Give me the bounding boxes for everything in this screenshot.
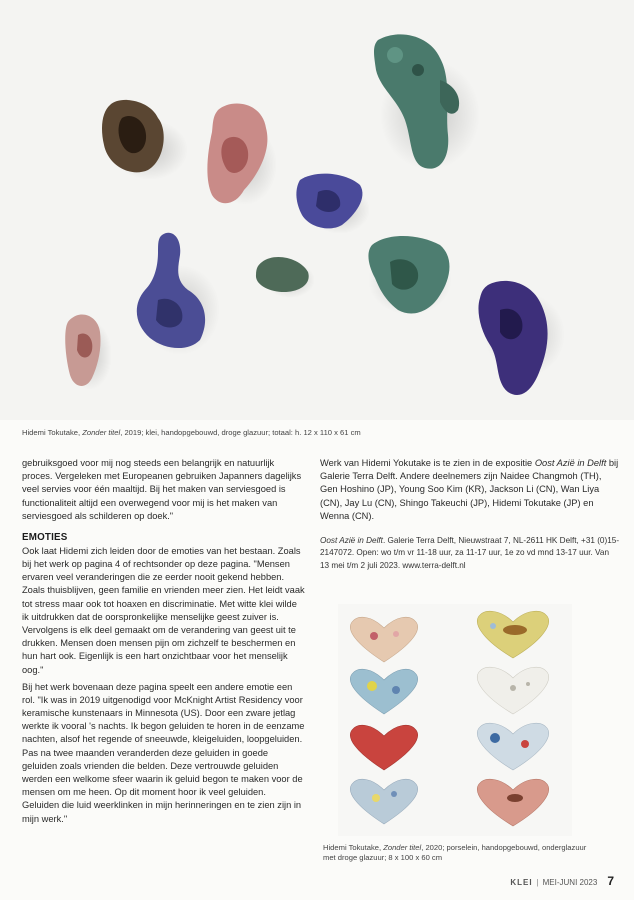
exhibition-title: Oost Azië in Delft <box>534 458 607 468</box>
page-footer <box>510 874 614 888</box>
caption-artist: Hidemi Tokutake, <box>22 428 83 437</box>
hearts-caption-details: , 2020; porselein, handopgebouwd, onderglazuur met droge glazuur; 8 x 100 x 60 cm <box>323 843 587 862</box>
green-sculpture-small <box>256 257 309 292</box>
exhibition-info-details: . Galerie Terra Delft, Nieuwstraat 7, NL-2611 HK Delft, +31 (0)15-2147072. Open: wo t/m vr 11-18 uur, za 11-17 uur, 1e zo vd mnd 13-17 uur. Van 13 mei t/m 2 juli 2023. www.terra-delft.nl <box>320 535 620 570</box>
hearts-caption-title: Zonder titel <box>383 843 422 852</box>
paragraph-1: gebruiksgoed voor mij nog steeds een belangrijk en natuurlijk proces. Vergeleken met Europeanen gebruiken Japanners dagelijks veel servies voor één maaltijd. Bij het maken van serviesgoed is functionaliteit altijd een overwegend voor mij is het maken van serviesgoed als schilderen op doek." <box>22 458 302 521</box>
hearts-photo <box>338 604 572 836</box>
intro-text-a: Werk van Hidemi Yokutake is te zien in de expositie <box>320 458 535 468</box>
top-photo-caption <box>22 428 622 437</box>
magazine-name: KLEI <box>510 878 533 887</box>
sculpture-photo <box>0 0 634 420</box>
caption-details: , 2019; klei, handopgebouwd, droge glazuur; totaal: h. 12 x 110 x 61 cm <box>120 428 361 437</box>
sculpture-illustration <box>0 0 634 420</box>
hearts-photo-caption <box>323 843 593 863</box>
paragraph-3: Bij het werk bovenaan deze pagina speelt een andere emotie een rol. "Ik was in 2019 uitgenodigd voor McKnight Artist Residency voor keramische kunstenaars in Minnesota (US). Door een zware jetlag werkte ik vooral 's nachts. Ik begon geluiden te horen in de eenzame nachten, alsof het regende of sneeuwde, kleigeluiden, loopgeluiden. Pas na twee maanden veranderden deze geluiden in goede geluiden zoals vrienden die belden. Deze vertrouwde geluiden werden een welkome sfeer waarin ik geluid begon te maken voor de mensen om me heen. Op dit moment hoor ik veel geluiden. Geluiden die luid weerklinken in mijn herinneringen en te zien zijn in mijn werk." <box>22 681 305 824</box>
exhibition-info <box>320 535 620 572</box>
exhibition-info-title: Oost Azië in Delft <box>320 535 383 545</box>
hearts-illustration <box>338 604 572 836</box>
paragraph-2: Ook laat Hidemi zich leiden door de emoties van het bestaan. Zoals bij het werk op pagina 4 of rechtsonder op deze pagina. "Mensen ervaren veel veranderingen die ze eerder nooit gekend hebben. Zoals thuisblijven, geen familie en vrienden meer zien. Het leidt vaak tot stress maar ook tot hoaxen en discriminatie. Met witte klei wilde ik uitdrukken dat de oorspronkelijke menselijke geest zuiver is. Vervolgens is elk deel gemaakt om de verandering van geest uit te drukken. Mensen doen mensen pijn om zichzelf te beschermen en hun hart ook. Eigenlijk is een hart onzichtbaar voor het menselijk oog." <box>22 545 305 675</box>
page-number: 7 <box>607 874 614 888</box>
right-column <box>320 457 620 572</box>
footer-separator: | <box>536 878 539 887</box>
intro-text-c: bij Galerie Terra Delft. Andere deelnemers zijn Naidee Changmoh (TH), Gen Hoshino (JP), Young Soo Kim (KR), Jackson Li (CN), Wan Liya (CN), Jay Lu (CN), Shingo Takeuchi (JP), Hidemi Tokutake (JP) en Wenna (CN). <box>320 458 619 521</box>
hearts-caption-artist: Hidemi Tokutake, <box>323 843 384 852</box>
section-heading: EMOTIES <box>22 531 68 543</box>
left-column <box>22 457 305 830</box>
exhibition-intro <box>320 457 620 523</box>
caption-title: Zonder titel <box>82 428 121 437</box>
issue-date: MEI-JUNI 2023 <box>542 878 598 887</box>
